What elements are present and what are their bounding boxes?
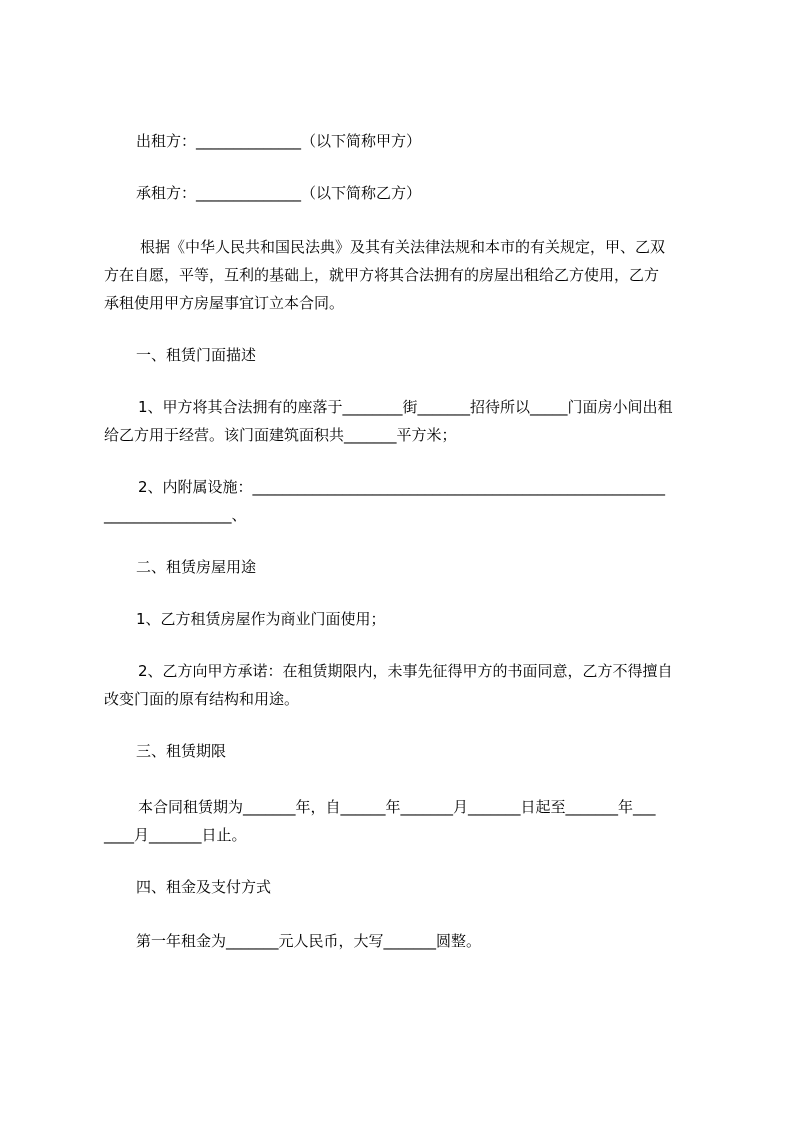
section-1-item-2-line-1: 2、内附属设施：_______________________________________________________ xyxy=(138,478,666,496)
section-4-rent: 第一年租金为_______元人民币，大写_______圆整。 xyxy=(136,932,482,950)
section-1-heading: 一、租赁门面描述 xyxy=(136,346,257,364)
section-1-item-1-line-1: 1、甲方将其合法拥有的座落于________街_______招待所以_____门面房小间出租 xyxy=(138,398,673,416)
section-3-heading: 三、租赁期限 xyxy=(136,742,227,760)
section-2-heading: 二、租赁房屋用途 xyxy=(136,558,257,576)
section-4-heading: 四、租金及支付方式 xyxy=(136,878,272,896)
section-3-term-line-1: 本合同租赁期为_______年，自______年_______月_______日起至_______年___ xyxy=(138,798,656,816)
preamble-line-2: 方在自愿，平等，互利的基础上，就甲方将其合法拥有的房屋出租给乙方使用，乙方 xyxy=(104,266,660,284)
section-1-item-1-line-2: 给乙方用于经营。该门面建筑面积共_______平方米； xyxy=(104,426,457,444)
preamble-line-3: 承租使用甲方房屋事宜订立本合同。 xyxy=(104,294,345,312)
lessor-line: 出租方：______________（以下简称甲方） xyxy=(136,132,422,150)
section-2-item-1: 1、乙方租赁房屋作为商业门面使用； xyxy=(136,610,386,628)
section-2-item-2-line-1: 2、乙方向甲方承诺：在租赁期限内，未事先征得甲方的书面同意，乙方不得擅自 xyxy=(138,662,673,680)
preamble-line-1: 根据《中华人民共和国民法典》及其有关法律法规和本市的有关规定，甲、乙双 xyxy=(140,238,666,256)
section-2-item-2-line-2: 改变门面的原有结构和用途。 xyxy=(104,690,300,708)
lessee-line: 承租方：______________（以下简称乙方） xyxy=(136,184,422,202)
section-3-term-line-2: ____月_______日止。 xyxy=(104,826,247,844)
section-1-item-2-line-2: _________________、 xyxy=(104,506,247,524)
